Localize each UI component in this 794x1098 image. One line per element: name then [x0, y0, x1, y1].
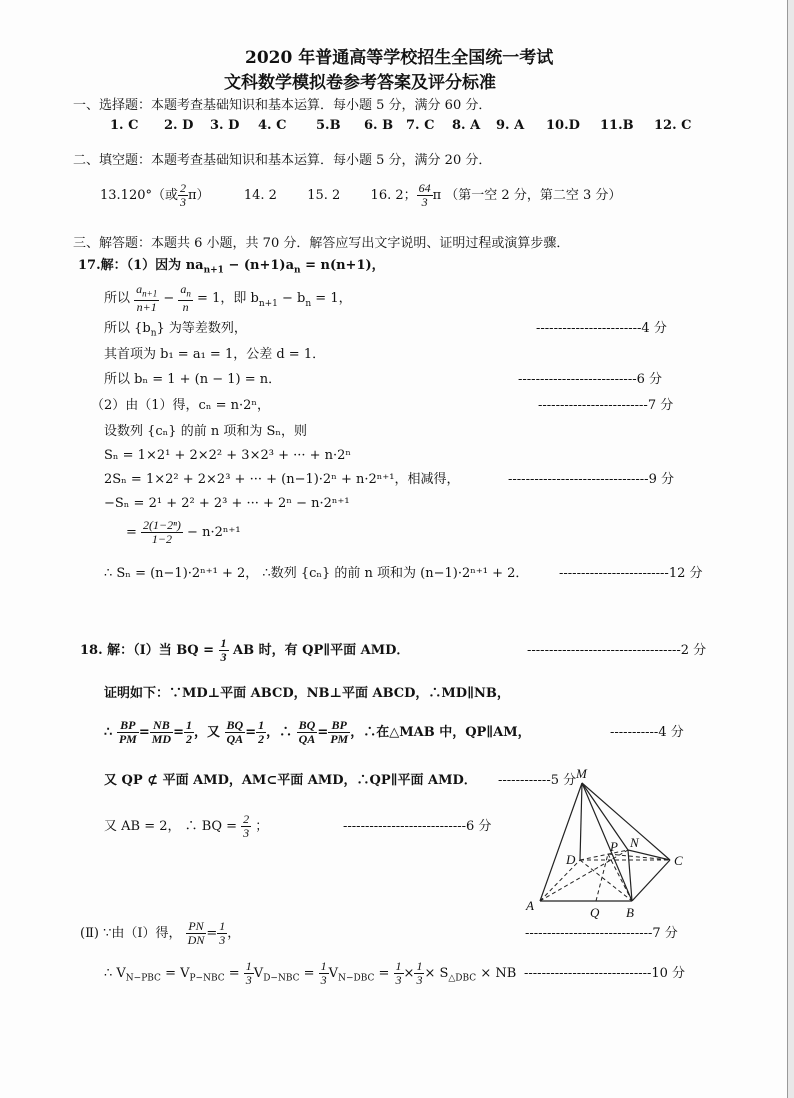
edge-MC — [582, 783, 670, 860]
section1-heading: 一、选择题：本题考查基础知识和基本运算．每小题 5 分，满分 60 分． — [73, 98, 492, 113]
label-B: B — [626, 905, 634, 920]
answer-2: 2. D — [164, 118, 194, 133]
answer-14: 14. 2 — [243, 188, 277, 203]
answer-8: 8. A — [452, 118, 481, 133]
label-M: M — [576, 766, 587, 781]
score-7: -------------------------7 分 — [538, 398, 674, 413]
answer-13: 13.120°（或 — [100, 188, 178, 203]
q18-line-3: ∴ $\frac{BP}{PM}$ = $\frac{NB}{MD}$ = $\frac{1}{2}$ ，又 $\frac{BQ}{QA}$ = $\frac{1}{2}$ ，∴ $\frac{BQ}{QA}$ = $\frac{BP}{PM}$ ，∴在△MAB 中，QP∥AM， — [104, 718, 531, 746]
answer-13-tail: π） — [188, 188, 210, 203]
fraction-2-3: $\frac{2}{3}$ — [180, 181, 186, 209]
label-A: A — [526, 898, 534, 913]
title-line-2: 文科数学模拟卷参考答案及评分标准 — [224, 73, 496, 93]
label-C: C — [674, 853, 683, 868]
q17-line-2: 所以 $\frac{a_{n+1}}{n+1}$ − $\frac{a_n}{n}$ = 1，即 $b_{n+1} - b_n = 1$， — [104, 282, 352, 315]
pyramid-figure — [520, 765, 700, 920]
answer-16: 16. 2； — [370, 188, 417, 203]
q17-line-3: 所以 $\{b_n\}$ 为等差数列， — [104, 321, 247, 339]
q17-line-11: = $\frac{\text{2(1−2ⁿ)}}{1-2}$ − n·2ⁿ⁺¹ — [126, 518, 241, 546]
score-9: --------------------------------9 分 — [508, 472, 674, 487]
answer-5: 5.B — [316, 118, 341, 133]
label-D: D — [566, 852, 576, 867]
answer-10: 10.D — [546, 118, 580, 133]
q17-line-9: 2Sₙ = 1×2² + 2×2³ + ··· + (n−1)·2ⁿ + n·2ⁿ⁺¹，相减得， — [104, 472, 460, 487]
section2-heading: 二、填空题：本题考查基础知识和基本运算．每小题 5 分，满分 20 分． — [73, 153, 492, 168]
q17-line-4: 其首项为 b₁ = a₁ = 1，公差 d = 1． — [104, 347, 326, 362]
answer-16-tail: π （第一空 2 分，第二空 3 分） — [432, 188, 622, 203]
answer-1: 1. C — [110, 118, 139, 133]
q18-score-4: -----------4 分 — [610, 725, 684, 740]
q17-line-8: Sₙ = 1×2¹ + 2×2² + 3×2³ + ··· + n·2ⁿ — [104, 448, 352, 463]
answer-6: 6. B — [364, 118, 394, 133]
q17-line-7: 设数列 {cₙ} 的前 n 项和为 Sₙ，则 — [104, 424, 308, 439]
edge-DB — [580, 860, 632, 901]
edge-MD — [580, 783, 582, 860]
edge-PC — [608, 854, 670, 860]
edge-QP — [596, 854, 608, 901]
q18-line-4: 又 QP ⊄ 平面 AMD，AM⊂平面 AMD，∴QP∥平面 AMD． — [104, 773, 477, 788]
edge-DN — [580, 850, 628, 860]
answer-15: 15. 2 — [307, 188, 341, 203]
q18-score-10: -----------------------------10 分 — [524, 966, 686, 981]
q18-score-6: ----------------------------6 分 — [343, 819, 492, 834]
q18-line-7: ∴ $V_{N-PBC} = V_{P-NBC}$ = $\frac{1}{3}$ $V_{D-NBC}$ = $\frac{1}{3}$ $V_{N-DBC}$ = $\frac{1}{3}$ × $\frac{1}{3}$ × $S_{\triangle DBC}$ × NB — [104, 959, 517, 987]
answer-3: 3. D — [210, 118, 240, 133]
q17-line-6: （2）由（1）得，cₙ = n·2ⁿ， — [91, 398, 271, 413]
q18-score-2: -----------------------------------2 分 — [527, 643, 707, 658]
edge-BC — [632, 860, 670, 901]
page-edge — [787, 0, 794, 1098]
answer-7: 7. C — [406, 118, 435, 133]
q17-line-1: 17.解：（1）因为 $na_{n+1} - (n+1)a_n = n(n+1)$， — [78, 258, 385, 276]
label-Q: Q — [590, 905, 600, 920]
answer-9: 9. A — [496, 118, 525, 133]
edge-MA — [540, 783, 582, 901]
q18-score-7: -----------------------------7 分 — [525, 926, 678, 941]
title-line-1: 2020 年普通高等学校招生全国统一考试 — [245, 48, 554, 68]
q18-line-6: (Ⅱ) ∵由（Ⅰ）得， $\frac{PN}{DN}$ = $\frac{1}{3}$ ， — [80, 919, 241, 947]
score-6: ---------------------------6 分 — [518, 372, 663, 387]
fraction-64-3: $\frac{64}{3}$ — [418, 181, 431, 209]
label-P: P — [610, 839, 618, 854]
q18-score-5: ------------5 分 — [498, 773, 577, 788]
q18-line-5: 又 AB = 2， ∴ BQ = $\frac{2}{3}$ ； — [104, 812, 269, 840]
section1-answers — [110, 118, 698, 134]
score-12: -------------------------12 分 — [559, 566, 703, 581]
label-N: N — [630, 835, 639, 850]
answer-12: 12. C — [654, 118, 692, 133]
score-4: ------------------------4 分 — [536, 321, 667, 336]
edge-AN — [540, 850, 628, 901]
q17-line-5: 所以 bₙ = 1 + (n − 1) = n． — [104, 372, 282, 387]
q18-line-1: 18. 解：（Ⅰ）当 BQ = $\frac{1}{3}$ AB 时，有 QP∥平面 AMD． — [80, 636, 410, 664]
q18-line-2: 证明如下：∵MD⊥平面 ABCD，NB⊥平面 ABCD，∴MD∥NB， — [104, 686, 510, 701]
edge-MB — [582, 783, 632, 901]
q17-line-10: −Sₙ = 2¹ + 2² + 2³ + ··· + 2ⁿ − n·2ⁿ⁺¹ — [104, 496, 350, 511]
answer-11: 11.B — [600, 118, 634, 133]
q17-line-12: ∴ Sₙ = (n−1)·2ⁿ⁺¹ + 2， ∴数列 {cₙ} 的前 n 项和为 (n−1)·2ⁿ⁺¹ + 2． — [104, 566, 529, 581]
section3-heading: 三、解答题：本题共 6 小题，共 70 分．解答应写出文字说明、证明过程或演算步骤． — [73, 236, 570, 251]
answer-4: 4. C — [258, 118, 287, 133]
section2-answers — [100, 181, 621, 211]
